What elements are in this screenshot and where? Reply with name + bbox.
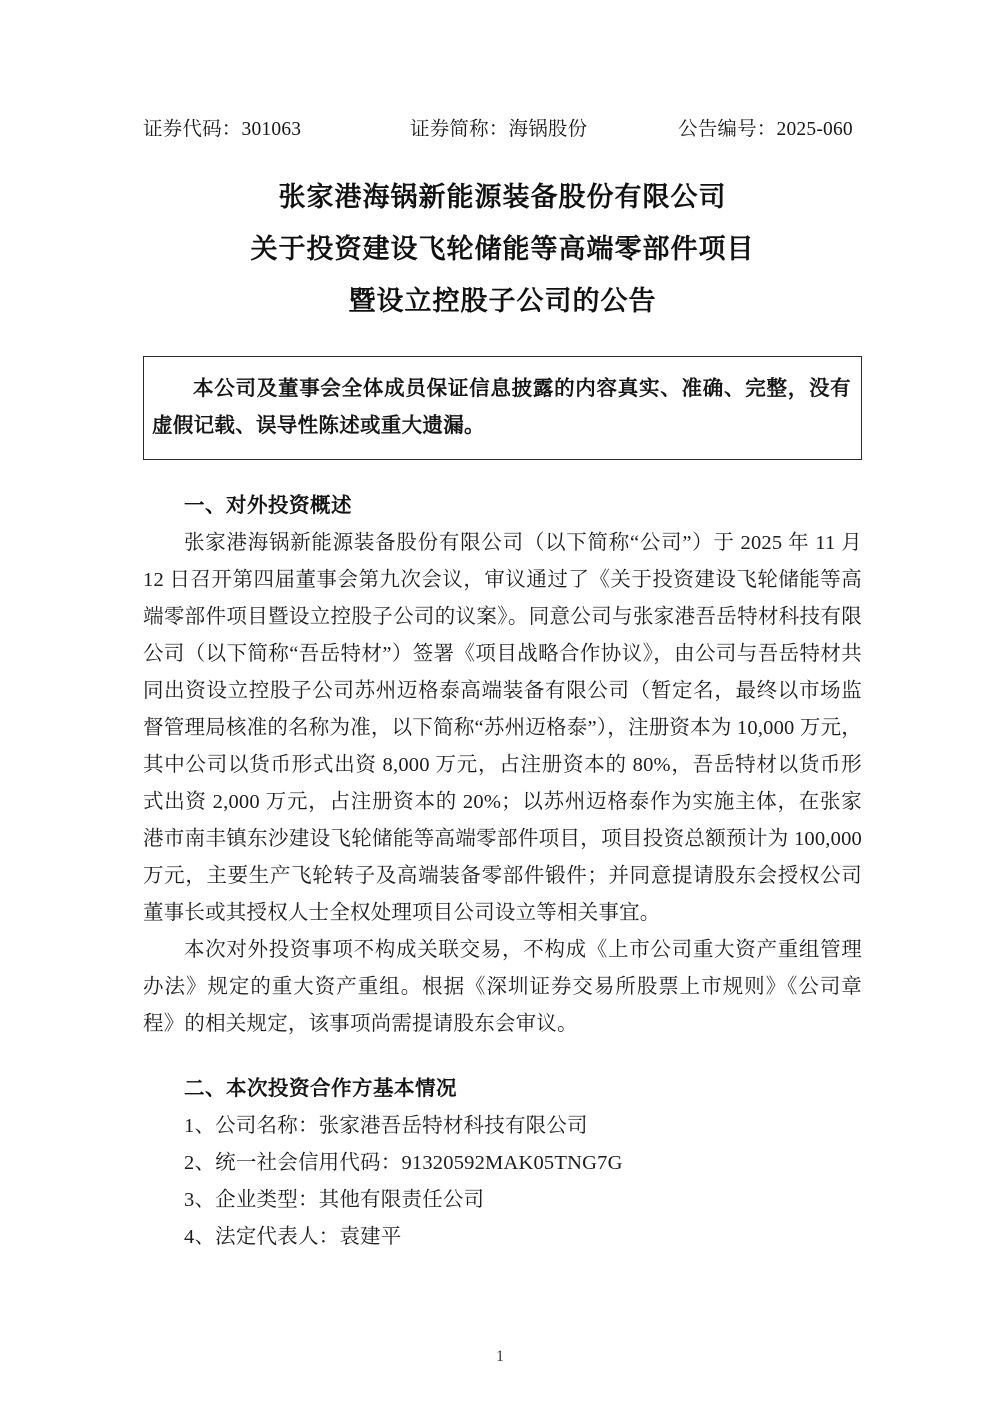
list-item: 4、法定代表人：袁建平 <box>184 1226 402 1248</box>
title-line-1: 张家港海锅新能源装备股份有限公司 <box>278 182 727 212</box>
page-content <box>143 0 862 1256</box>
list-item: 3、企业类型：其他有限责任公司 <box>184 1189 485 1211</box>
security-code-value: 301063 <box>241 119 302 140</box>
title-line-3: 暨设立控股子公司的公告 <box>348 286 657 316</box>
title-line-2: 关于投资建设飞轮储能等高端零部件项目 <box>250 234 755 264</box>
disclaimer-text: 本公司及董事会全体成员保证信息披露的内容真实、准确、完整，没有虚假记载、误导性陈述或重大遗漏。 <box>152 378 851 437</box>
disclaimer-box <box>143 356 862 460</box>
security-abbr-label: 证券简称： <box>410 119 509 140</box>
security-code-cell <box>143 113 410 141</box>
page-footer <box>0 1348 1000 1366</box>
page-number: 1 <box>496 1348 504 1365</box>
security-abbr-value: 海锅股份 <box>508 119 588 140</box>
notice-number-cell <box>678 113 862 141</box>
list-item: 2、统一社会信用代码：91320592MAK05TNG7G <box>184 1152 623 1174</box>
security-code-label: 证券代码： <box>143 119 242 140</box>
section-1-paragraph-1: 张家港海锅新能源装备股份有限公司（以下简称“公司”）于 2025 年 11 月 12 日召开第四届董事会第九次会议，审议通过了《关于投资建设飞轮储能等高端零部件项目暨设立控股子公司的议案》。同意公司与张家港吾岳特材科技有限公司（以下简称“吾岳特材”）签署《项目战略合作协议》，由公司与吾岳特材共同出资设立控股子公司苏州迈格泰高端装备有限公司（暂定名，最终以市场监督管理局核准的名称为准，以下简称“苏州迈格泰”），注册资本为 10,000 万元，其中公司以货币形式出资 8,000 万元，占注册资本的 80%，吾岳特材以货币形式出资 2,000 万元，占注册资本的 20%；以苏州迈格泰作为实施主体，在张家港市南丰镇东沙建设飞轮储能等高端零部件项目，项目投资总额预计为 100,000 万元，主要生产飞轮转子及高端装备零部件锻件；并同意提请股东会授权公司董事长或其授权人士全权处理项目公司设立等相关事宜。 <box>143 532 862 924</box>
notice-number-label: 公告编号： <box>678 119 777 140</box>
section-1-paragraph-2: 本次对外投资事项不构成关联交易，不构成《上市公司重大资产重组管理办法》规定的重大资产重组。根据《深圳证券交易所股票上市规则》《公司章程》的相关规定，该事项尚需提请股东会审议。 <box>143 939 862 1035</box>
section-heading-1: 一、对外投资概述 <box>184 495 352 517</box>
list-item: 1、公司名称：张家港吾岳特材科技有限公司 <box>184 1115 588 1137</box>
page-title <box>143 171 862 327</box>
document-header <box>143 0 862 141</box>
notice-number-value: 2025-060 <box>776 119 853 140</box>
security-abbr-cell <box>410 113 678 141</box>
section-heading-2: 二、本次投资合作方基本情况 <box>184 1078 457 1100</box>
